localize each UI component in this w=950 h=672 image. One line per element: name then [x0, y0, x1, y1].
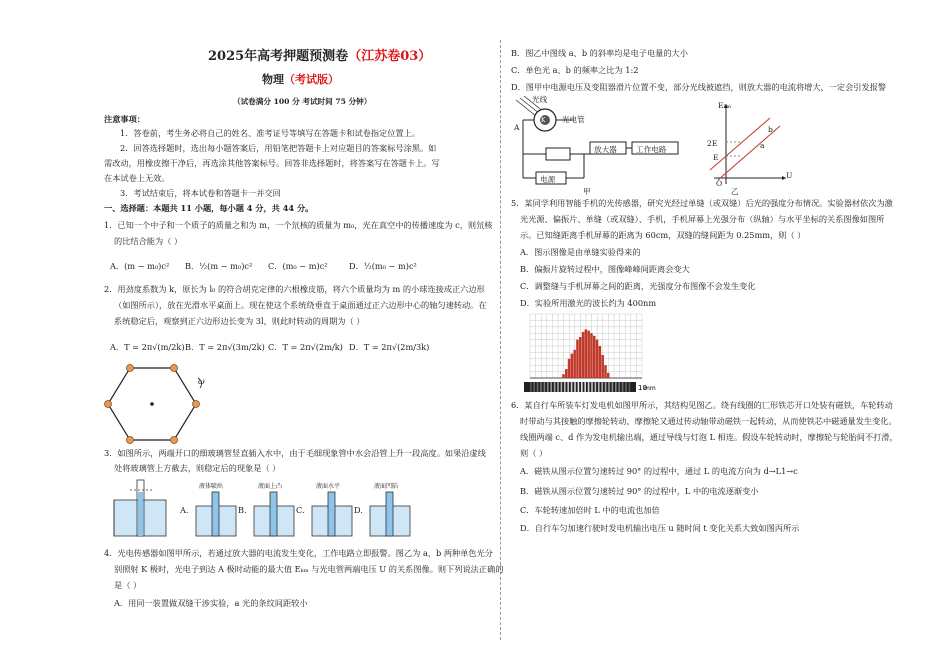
q3-stem: 3．如图所示，两端开口的细玻璃管竖直插入水中，由于毛细现象管中水会沿管上升一段高度。如果沿虚线: [104, 448, 486, 458]
fringe-stripe: [605, 382, 607, 392]
q5-stem: 示。已知缝距离手机屏幕的距离为 60cm，双缝的缝间距为 0.25mm，则（ ）: [520, 230, 806, 240]
column-divider: [500, 40, 501, 640]
intensity-bar: [585, 329, 588, 378]
q4-stem: 4．光电传感器如图甲所示，若通过放大器的电流发生变化，工作电路立即报警。图乙为 a，b 两种单色光分: [104, 548, 493, 558]
fringe-stripe: [567, 382, 569, 392]
q5-stem: 5．某同学利用智能手机的光传感器，研究光经过单缝（或双缝）后光的强度分布情况。实验器材依次为激: [511, 198, 893, 208]
intensity-bar: [565, 369, 568, 378]
light-label: 光线: [532, 95, 548, 104]
source-label: 电源: [540, 175, 556, 184]
fringe-stripe: [625, 382, 627, 392]
line-b-label: b: [768, 125, 773, 134]
note-line: 1．答卷前，考生务必将自己的姓名、准考证号等填写在答题卡和试卷指定位置上。: [120, 128, 420, 138]
fringe-stripe: [581, 382, 583, 392]
q2-stem: （如图所示），放在光滑水平桌面上。现在使这个系统绕垂直于桌面通过正六边形中心的轴匀速转动。在: [114, 300, 487, 310]
q6-option-d: D．自行车匀加速行驶时发电机输出电压 u 随时间 t 变化关系大致如图丙所示: [520, 523, 800, 533]
x-tick-label: 10: [638, 384, 647, 392]
q5-option-c: C．调整缝与手机屏幕之间的距离，光强度分布图像不会发生变化: [520, 281, 756, 291]
notes-heading: 注意事项：: [104, 114, 145, 124]
fringe-pattern: [524, 382, 636, 392]
q3-option-a: A.: [180, 505, 189, 515]
fringe-stripe: [601, 382, 603, 392]
q1-option-c: C．(m₀ − m)c²: [268, 261, 328, 271]
q1-option-d: D．½(m₀ − m)c²: [349, 261, 417, 271]
q2-option-b: B．T = 2π√(3m/2k): [185, 342, 265, 352]
q4-option-c: C．单色光 a、b 的频率之比为 1:2: [511, 65, 639, 75]
note-line: 2．回答选择题时，选出每小题答案后，用铅笔把答题卡上对应题目的答案标号涂黑。如: [120, 143, 437, 153]
q1-stem: 的比结合能为（ ）: [114, 236, 183, 246]
fringe-stripe: [612, 382, 614, 392]
fringe-stripe: [564, 382, 566, 392]
q6-option-b: B．磁铁从图示位置匀速转过 90° 的过程中，L 中的电流逐渐变小: [520, 486, 759, 496]
q1-option-a: A．(m − m₀)c²: [110, 261, 170, 271]
fringe-stripe: [615, 382, 617, 392]
hexagon-figure: [100, 360, 220, 450]
intensity-bar: [568, 359, 571, 378]
fringe-stripe: [608, 382, 610, 392]
q2-stem: 系统稳定后，观察到正六边形边长变为 3l，则此时转动的周期为（ ）: [114, 316, 365, 326]
q2-stem: 2．用劲度系数为 k，原长为 l₀ 的符合胡克定律的六根橡皮筋，将六个质量均为 m 的小球连接成正六边形: [104, 284, 485, 294]
intensity-bar: [604, 365, 607, 378]
tube-label: 光电管: [562, 115, 585, 124]
q4-stem: 是（ ）: [114, 580, 142, 590]
q3-option-d: D.: [354, 505, 363, 515]
fringe-stripe: [544, 382, 546, 392]
fringe-stripe: [537, 382, 539, 392]
section-heading: 一、选择题：本题共 11 小题，每小题 4 分，共 44 分。: [104, 203, 314, 213]
fringe-stripe: [533, 382, 535, 392]
fringe-stripe: [540, 382, 542, 392]
fringe-stripe: [550, 382, 552, 392]
ekm-label: Eₖₘ: [718, 101, 731, 110]
intensity-bar: [576, 340, 579, 378]
q1-option-b: B．½(m − m₀)c²: [185, 261, 253, 271]
fig-jia-label: 甲: [583, 187, 591, 196]
q3-stem: 处将玻璃管上方截去，则稳定后的现象是（ ）: [114, 463, 281, 473]
q5-option-d: D．实验所用激光的波长约为 400nm: [520, 298, 657, 308]
e-label: E: [713, 153, 719, 162]
q1-stem: 1．已知一个中子和一个质子的质量之和为 m，一个氘核的质量为 m₀，光在真空中的传播速度为 c，则氘核: [104, 220, 493, 230]
intensity-bar: [593, 336, 596, 378]
intensity-bar: [573, 350, 576, 378]
q2-option-d: D．T = 2π√(2m/3k): [349, 342, 430, 352]
q3-option-c: C.: [296, 505, 305, 515]
intensity-bar: [579, 337, 582, 378]
fringe-stripe: [588, 382, 590, 392]
q4-option-d: D．图甲中电源电压及变阻器滑片位置不变，部分光线被遮挡，则放大器的电流将增大，一定会引发报警: [511, 82, 887, 92]
q5-option-a: A．图示图像是由单缝实验得来的: [520, 247, 641, 257]
q5-option-b: B．偏振片旋转过程中，图像峰峰间距离会变大: [520, 264, 690, 274]
fringe-stripe: [578, 382, 580, 392]
intensity-bar: [562, 374, 565, 378]
q6-stem: 6．某自行车所装车灯发电机如图甲所示，其结构见图乙。绕有线圈的匚形铁芯开口处装有磁铁，车轮转动: [511, 400, 893, 410]
fringe-stripe: [561, 382, 563, 392]
q6-option-a: A．磁铁从图示位置匀速转过 90° 的过程中，通过 L 的电流方向为 d→L1→c: [520, 466, 798, 476]
q2-option-c: C．T = 2π√(2m/k): [268, 342, 343, 352]
intensity-bar: [590, 333, 593, 378]
q4-option-a: A．用同一装置做双缝干涉实验，a 光的条纹间距较小: [114, 598, 308, 608]
q6-option-c: C．车轮转速加倍时 L 中的电流也加倍: [520, 505, 660, 515]
fringe-stripe: [598, 382, 600, 392]
intensity-bar: [582, 332, 585, 378]
fringe-stripe: [629, 382, 631, 392]
intensity-bar: [607, 373, 610, 378]
fig-yi-label: 乙: [731, 187, 739, 196]
q6-stem: 则（ ）: [520, 448, 548, 458]
q3-label: 液面水平: [316, 483, 341, 490]
q6-stem: 时带动与其接触的摩擦轮转动，摩擦轮又通过传动轴带动磁铁一起转动，从而使铁芯中磁通量发生变化。: [520, 416, 897, 426]
page-title: 2025年高考押题预测卷（江苏卷03）: [208, 49, 432, 64]
fringe-stripe: [530, 382, 532, 392]
q6-stem: 线圈两端 c、d 作为发电机输出端，通过导线与灯泡 L 相连。假设车轮转动时，摩擦轮与轮胎间不打滑，: [520, 432, 898, 442]
line-a-label: a: [760, 141, 765, 150]
fringe-stripe: [557, 382, 559, 392]
fringe-stripe: [554, 382, 556, 392]
origin-label: O: [716, 179, 723, 188]
fringe-stripe: [584, 382, 586, 392]
intensity-bar: [596, 340, 599, 378]
note-line: 3．考试结束后，将本试卷和答题卡一并交回: [120, 188, 281, 198]
intensity-bar: [601, 355, 604, 378]
omega-label: ω: [198, 376, 205, 386]
q4-option-b: B．图乙中图线 a、b 的斜率均是电子电量的大小: [511, 48, 688, 58]
note-line: 需改动，用橡皮擦干净后，再选涂其他答案标号。回答非选择题时，将答案写在答题卡上。写: [104, 158, 440, 168]
q3-option-b: B.: [238, 505, 247, 515]
exam-meta: （试卷满分 100 分 考试时间 75 分钟）: [233, 97, 372, 106]
note-line: 在本试卷上无效。: [104, 173, 170, 183]
fringe-stripe: [595, 382, 597, 392]
q4-stem: 别照射 K 极时，光电子到达 A 极时动能的最大值 Eₖₘ 与光电管两端电压 U 的关系图像。则下列说法正确的: [114, 564, 504, 574]
q5-stem: 光光源、偏振片、单缝（或双缝）、手机，手机屏幕上光强分布（纵轴）与水平坐标的关系图像如图所: [520, 214, 885, 224]
intensity-bar: [599, 346, 602, 378]
intensity-bar: [571, 354, 574, 378]
q3-label: 液面凹陷: [374, 483, 399, 490]
fringe-stripe: [591, 382, 593, 392]
subject-title: 物理（考试版）: [262, 73, 339, 86]
cathode-label: K: [541, 117, 546, 124]
amplifier-label: 放大器: [594, 145, 617, 154]
anode-label: A: [514, 123, 520, 132]
fringe-stripe: [622, 382, 624, 392]
intensity-bar: [587, 331, 590, 378]
q3-label: 液面上凸: [258, 483, 283, 490]
fringe-stripe: [618, 382, 620, 392]
x-unit-label: mm: [644, 385, 656, 392]
q3-label: 液体喷出: [199, 483, 224, 490]
two-e-label: 2E: [707, 139, 718, 148]
u-axis-label: U: [786, 171, 793, 180]
work-circuit-label: 工作电路: [636, 145, 667, 154]
q2-option-a: A．T = 2π√(m/2k): [110, 342, 185, 352]
fringe-stripe: [547, 382, 549, 392]
fringe-stripe: [571, 382, 573, 392]
fringe-stripe: [574, 382, 576, 392]
